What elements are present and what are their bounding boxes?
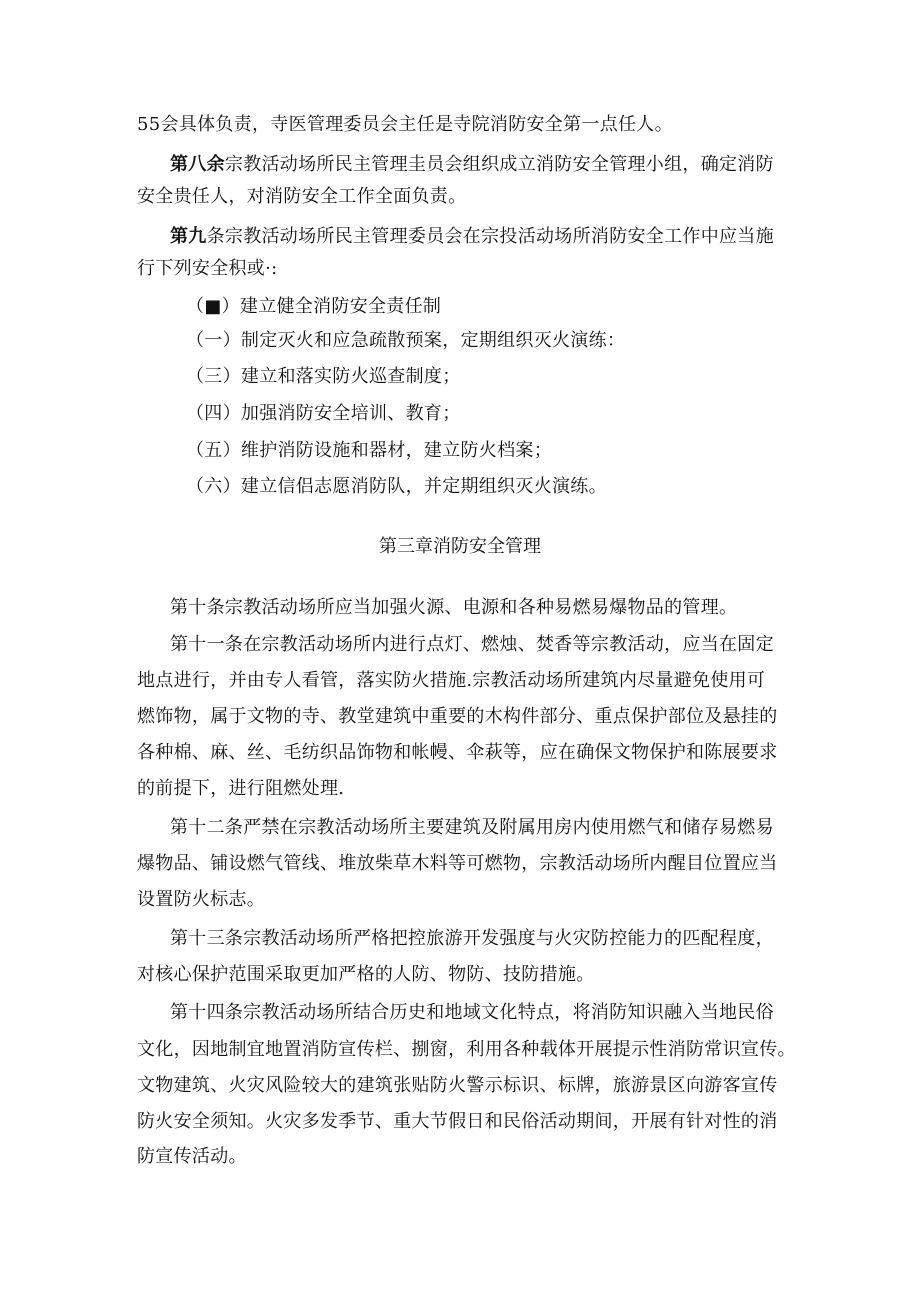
text-line: 55会具体负责，寺医管理委员会主任是寺院消防安全第一点任人。 — [137, 114, 673, 135]
text-line: 防火安全须知。火灾多发季节、重大节假日和民俗活动期间，开展有针对性的消 — [137, 1111, 778, 1132]
text-line: 对核心保护范围采取更加严格的人防、物防、技防措施。 — [137, 964, 595, 985]
text-line: 第十三条宗教活动场所严格把控旅游开发强度与火灾防控能力的匹配程度， — [170, 928, 774, 949]
text-line: 文物建筑、火灾风险较大的建筑张贴防火警示标识、标牌，旅游景区向游客宣传 — [137, 1075, 778, 1096]
text-line: 第十一条在宗教活动场所内进行点灯、燃烛、焚香等宗教活动，应当在固定 — [170, 634, 774, 655]
text-span: 宗教活动场所民主管理圭员会组织成立消防安全管理小组，确定消防 — [224, 154, 774, 175]
text-line: 文化，因地制宜地置消防宣传栏、捌窗，利用各种载体开展提示性消防常识宣传。 — [137, 1039, 796, 1060]
text-line: 设置防火标志。 — [137, 889, 266, 910]
article-9-label: 第九 — [170, 226, 207, 247]
text-line: 安全贵任人，对消防安全工作全面负责。 — [137, 186, 467, 207]
list-item: （一）制定灭火和应急疏散预案，定期组织灭火演练： — [186, 330, 626, 351]
list-item: （五）维护消防设施和器材，建立防火档案； — [186, 440, 552, 461]
text-line: 地点进行，并由专人看管，落实防火措施.宗教活动场所建筑内尽量避免使用可 — [137, 670, 766, 691]
text-line: 行下列安全积或·: — [137, 258, 278, 279]
text-span: 条宗教活动场所民主管理委员会在宗投活动场所消防安全工作中应当施 — [206, 226, 774, 247]
text-line: 第十条宗教活动场所应当加强火源、电源和各种易燃易爆物品的管理。 — [170, 597, 738, 618]
article-9-line — [170, 226, 820, 248]
text-line: 第十二条严禁在宗教活动场所主要建筑及附属用房内使用燃气和储存易燃易 — [170, 817, 774, 838]
text-line: 燃饰物，属于文物的寺、教堂建筑中重要的木构件部分、重点保护部位及悬挂的 — [137, 706, 778, 727]
text-line: 的前提下，进行阻燃处理. — [137, 778, 345, 799]
chapter-heading: 第三章消防安全管理 — [379, 536, 541, 557]
text-line: 防宣传活动。 — [137, 1146, 247, 1167]
list-item: （■）建立健全消防安全责任制 — [186, 296, 442, 317]
text-line: 爆物品、铺设燃气管线、堆放柴草木料等可燃物，宗教活动场所内醒目位置应当 — [137, 853, 778, 874]
article-8-line — [170, 154, 820, 176]
text-line: 各种棉、麻、丝、毛纺织品饰物和帐幔、伞萩等，应在确保文物保护和陈展要求 — [137, 742, 778, 763]
list-item: （四）加强消防安全培训、教育； — [186, 403, 461, 424]
list-item: （六）建立信侣志愿消防队，并定期组织灭火演练。 — [186, 476, 607, 497]
list-item: （三）建立和落实防火巡查制度； — [186, 366, 461, 387]
article-8-label: 第八余 — [170, 154, 225, 175]
text-line: 第十四条宗教活动场所结合历史和地域文化特点，将消防知识融入当地民俗 — [170, 1002, 774, 1023]
